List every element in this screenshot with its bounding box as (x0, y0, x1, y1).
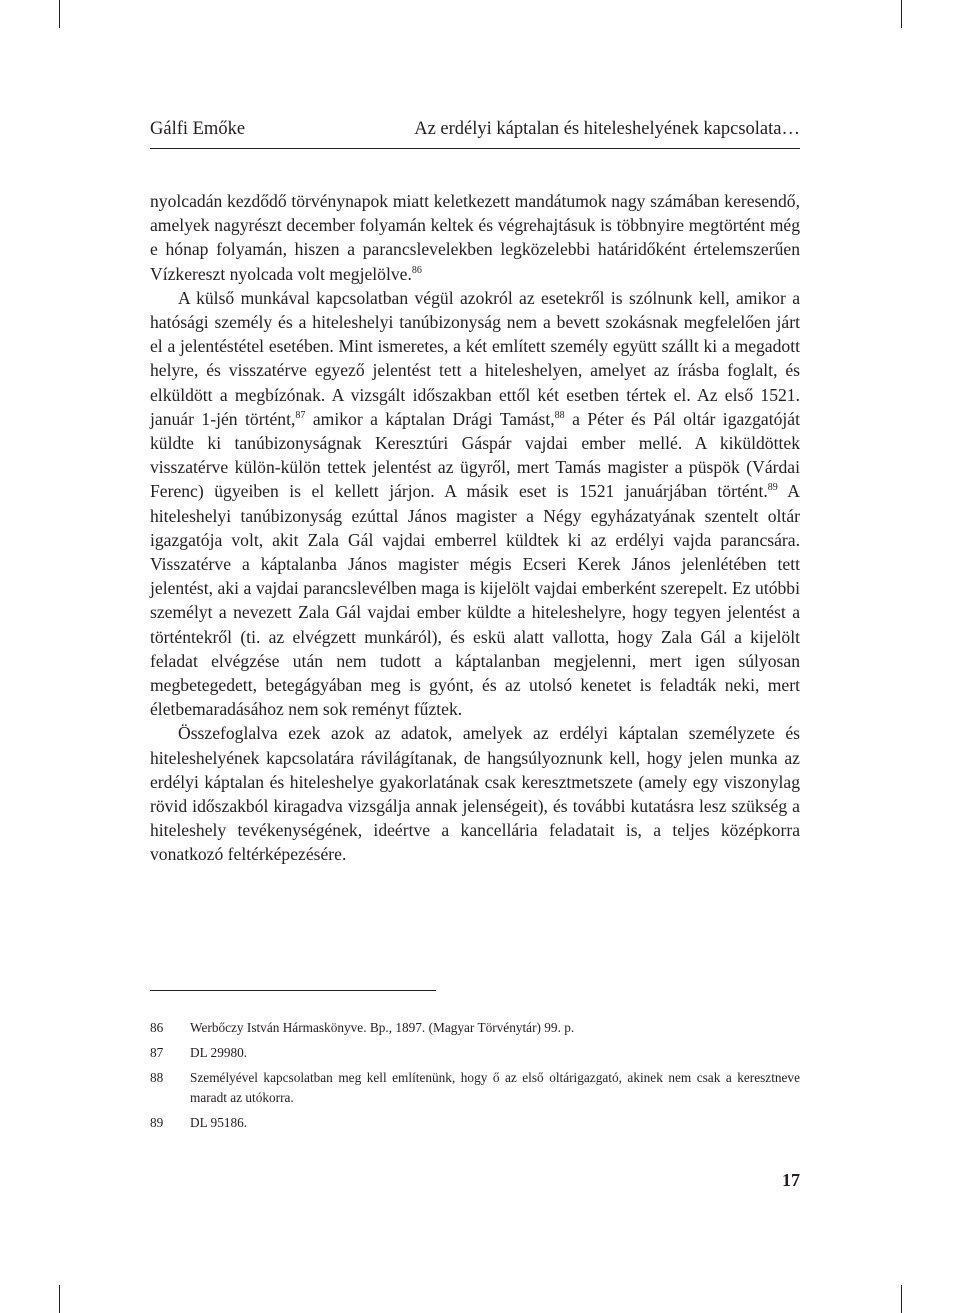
paragraph-3-text: Összefoglalva ezek azok az adatok, amelyek az erdélyi káptalan személyzete és hiteleshelyének kapcsolatára rávilágítanak, de hangsúlyoznunk kell, hogy jelen munka az erdélyi káptalan és hiteleshelye gyakorlatának csak keresztmetszete (amely egy viszonylag rövid időszakból kiragadva vizsgálja annak jelenségeit), és további kutatásra lesz szükség a hiteleshely tevékenységének, ideértve a kancellária feladatait is, a teljes középkorra vonatkozó feltérképezésére. (150, 723, 800, 865)
footnote-separator (150, 990, 436, 991)
paragraph-2-text-b: amikor a káptalan Drági Tamást, (305, 408, 555, 429)
paragraph-1 (150, 189, 800, 286)
footnote (150, 1113, 800, 1133)
footnote (150, 1043, 800, 1063)
footnote-number: 88 (150, 1070, 164, 1085)
running-header (150, 119, 800, 149)
footnote-text: Werbőczy István Hármaskönyve. Bp., 1897. (Magyar Törvénytár) 99. p. (190, 1020, 575, 1035)
footnote-ref-89: 89 (767, 482, 778, 494)
crop-mark-bottom-left (59, 1285, 60, 1313)
paragraph-3 (150, 721, 800, 866)
footnote-ref-86: 86 (411, 264, 422, 276)
header-author: Gálfi Emőke (150, 119, 246, 139)
footnote-text: DL 95186. (190, 1115, 248, 1130)
footnotes (150, 1018, 800, 1138)
footnote-number: 87 (150, 1045, 164, 1060)
footnote-text: DL 29980. (190, 1045, 248, 1060)
footnote-ref-87: 87 (295, 409, 306, 421)
footnote-number: 86 (150, 1020, 164, 1035)
footnote (150, 1018, 800, 1038)
paragraph-2-text-a: A külső munkával kapcsolatban végül azokról az esetekről is szólnunk kell, amikor a hatósági személy és a hiteleshelyi tanúbizonyság nem a bevett szokásnak megfelelően járt el a jelentéstétel esetében. Mint ismeretes, a két említett személy együtt szállt ki a megadott helyre, és visszatérve egyező jelentést tett a hiteleshelyen, amelyet az írásba foglalt, és elküldött a megbízónak. A vizsgált időszakban ettől két esetben tértek el. Az első 1521. január 1-jén történt, (150, 287, 800, 429)
footnote (150, 1068, 800, 1108)
footnote-text: Személyével kapcsolatban meg kell említenünk, hogy ő az első oltárigazgató, akinek nem csak a keresztneve maradt az utókorra. (190, 1070, 800, 1105)
paragraph-2-text-d: A hiteleshelyi tanúbizonyság ezúttal János magister a Négy egyházatyának szentelt oltár igazgatója volt, akit Zala Gál vajdai emberrel küldtek ki az erdélyi vajda parancsára. Visszatérve a káptalanba János magister mégis Ecseri Kerek János jelenlétében tett jelentést, aki a vajdai parancslevélben maga is kijelölt vajdai emberként szerepelt. Ez utóbbi személyt a nevezett Zala Gál vajdai ember küldte a hiteleshelyre, hogy tegyen jelentést a történtekről (ti. az elvégzett munkáról), és eskü alatt vallotta, hogy Zala Gál a kijelölt feladat elvégzése után nem tudott a káptalanban megjelenni, mert igen súlyosan megbetegedett, betegágyában meg is gyónt, és az utolsó kenetet is feladták neki, mert életbemaradásához nem sok reményt fűztek. (150, 481, 801, 720)
footnote-number: 89 (150, 1115, 164, 1130)
header-rule (150, 148, 800, 149)
page-number: 17 (782, 1170, 800, 1190)
paragraph-2-text-c: a Péter és Pál oltár igazgatóját küldte ki tanúbizonyságnak Keresztúri Gáspár vajdai ember mellé. A kiküldöttek visszatérve külön-külön tettek jelentést az ügyről, mert Tamás magister a püspök (Várdai Ferenc) ügyeiben is el kellett járjon. A másik eset is 1521 januárjában történt. (150, 408, 800, 502)
crop-mark-bottom-right (901, 1285, 902, 1313)
paragraph-1-text: nyolcadán kezdődő törvénynapok miatt keletkezett mandátumok nagy számában keresendő, amelyek nagyrészt december folyamán keltek és végrehajtásuk is többnyire megtörtént még e hónap folyamán, hiszen a parancslevelekben legközelebbi határidőként értelemszerűen Vízkereszt nyolcada volt megjelölve. (150, 191, 800, 284)
crop-mark-top-right (901, 0, 902, 28)
body-text (150, 189, 800, 867)
crop-mark-top-left (59, 0, 60, 28)
header-title: Az erdélyi káptalan és hiteleshelyének kapcsolata… (414, 119, 800, 139)
footnote-ref-88: 88 (554, 409, 565, 421)
paragraph-2 (150, 286, 800, 722)
